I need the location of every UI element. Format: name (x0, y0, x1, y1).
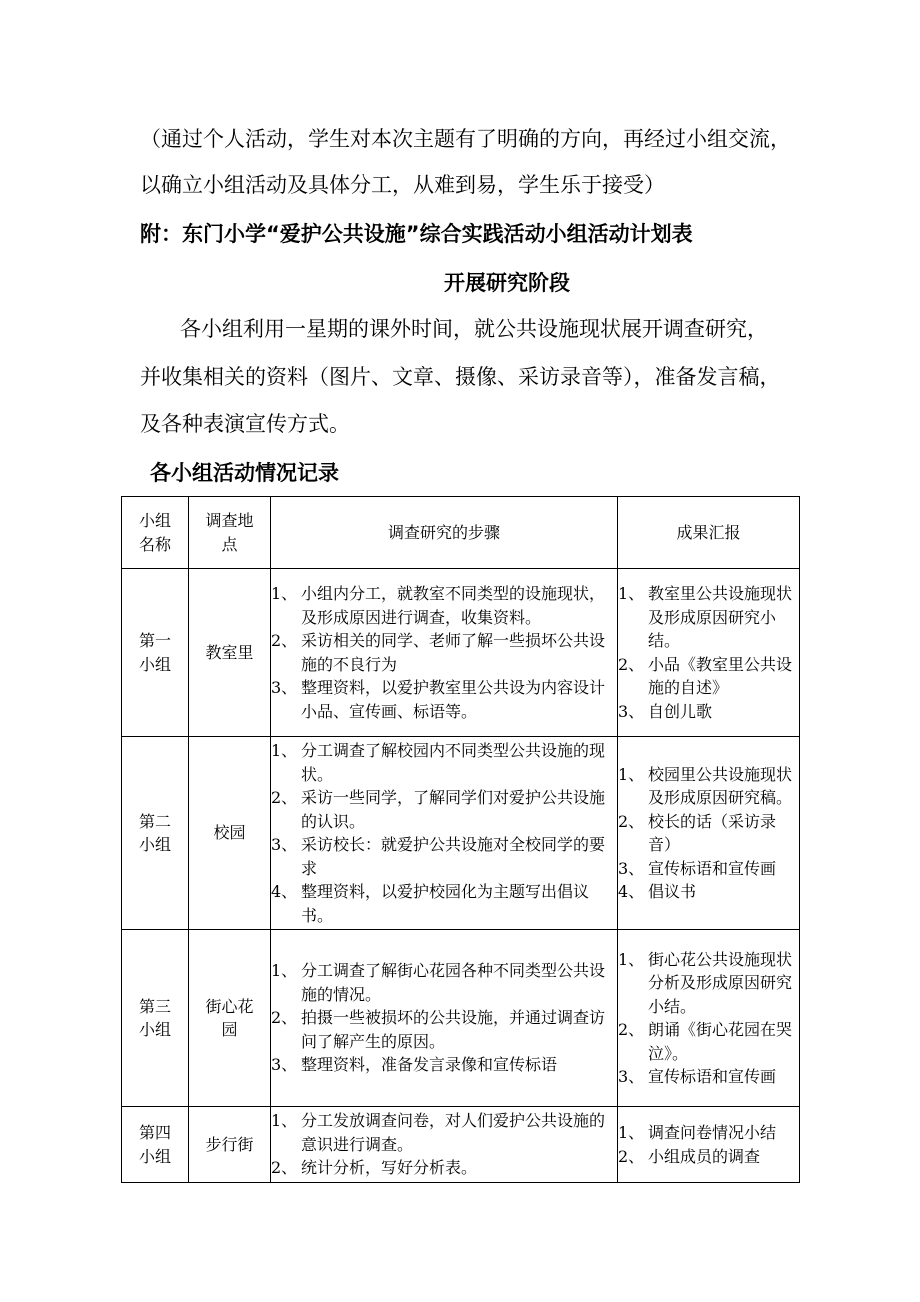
step-item: 1、 分工调查了解街心花园各种不同类型公共设施的情况。 (271, 961, 606, 1004)
result-item: 3、 宣传标语和宣传画 (618, 858, 777, 878)
stage-para-line-2: 并收集相关的资料（图片、文章、摄像、采访录音等），准备发言稿， (140, 365, 781, 389)
result-item: 2、 校长的话（采访录音） (618, 811, 777, 854)
place-cell: 校园 (189, 737, 271, 930)
table-header-row (122, 497, 800, 569)
result-item: 2、 小组成员的调查 (618, 1146, 761, 1166)
result-item: 1、 调查问卷情况小结 (618, 1123, 777, 1142)
result-item: 1、 校园里公共设施现状及形成原因研究稿。 (618, 764, 793, 807)
results-cell (618, 737, 800, 930)
results-cell (618, 1107, 800, 1183)
result-item: 2、 朗诵《街心花园在哭泣》。 (618, 1020, 793, 1063)
header-results: 成果汇报 (618, 497, 800, 569)
activity-record-table (121, 496, 800, 1183)
result-item: 2、 小品《教室里公共设施的自述》 (618, 654, 793, 697)
result-item: 4、 倡议书 (618, 882, 697, 901)
header-place: 调查地点 (189, 497, 271, 569)
stage-para-line-1: 各小组利用一星期的课外时间，就公共设施现状展开调查研究， (180, 317, 768, 341)
header-steps: 调查研究的步骤 (271, 497, 618, 569)
group-name-cell: 第四小组 (122, 1107, 189, 1183)
step-item: 3、 整理资料，准备发言录像和宣传标语 (271, 1055, 558, 1075)
stage-para-line-3: 及各种表演宣传方式。 (140, 412, 350, 436)
table-title: 各小组活动情况记录 (150, 461, 339, 485)
group-name-cell: 第三小组 (122, 930, 189, 1107)
stage-title: 开展研究阶段 (444, 271, 570, 295)
table-row (122, 737, 800, 930)
steps-cell (271, 930, 618, 1107)
results-cell (618, 569, 800, 737)
results-cell (618, 930, 800, 1107)
step-item: 2、 拍摄一些被损坏的公共设施，并通过调查访问了解产生的原因。 (271, 1008, 606, 1051)
result-item: 3、 宣传标语和宣传画 (618, 1067, 777, 1086)
place-cell: 教室里 (189, 569, 271, 737)
steps-cell (271, 569, 618, 737)
place-cell: 步行街 (189, 1107, 271, 1183)
place-cell: 街心花园 (189, 930, 271, 1107)
table-row (122, 569, 800, 737)
intro-line-1: （通过个人活动，学生对本次主题有了明确的方向，再经过小组交流， (140, 127, 791, 151)
result-item: 1、 街心花公共设施现状分析及形成原因研究小结。 (618, 949, 793, 1016)
step-item: 4、 整理资料，以爱护校园化为主题写出倡议书。 (271, 882, 590, 925)
table-row (122, 1107, 800, 1183)
steps-cell (271, 737, 618, 930)
intro-line-2: 以确立小组活动及具体分工，从难到易，学生乐于接受） (140, 173, 665, 197)
step-item: 1、 分工调查了解校园内不同类型公共设施的现状。 (271, 741, 606, 784)
group-name-cell: 第一小组 (122, 569, 189, 737)
step-item: 3、 采访校长：就爱护公共设施对全校同学的要求 (271, 835, 606, 878)
steps-cell (271, 1107, 618, 1183)
step-item: 1、 分工发放调查问卷，对人们爱护公共设施的意识进行调查。 (271, 1111, 606, 1154)
step-item: 2、 采访一些同学，了解同学们对爱护公共设施的认识。 (271, 788, 606, 831)
group-name-cell: 第二小组 (122, 737, 189, 930)
step-item: 1、 小组内分工，就教室不同类型的设施现状，及形成原因进行调查，收集资料。 (271, 584, 606, 627)
step-item: 2、 统计分析，写好分析表。 (271, 1158, 478, 1178)
appendix-title: 附：东门小学“爱护公共设施”综合实践活动小组活动计划表 (140, 222, 693, 246)
result-item: 3、 自创儿歌 (618, 701, 713, 721)
result-item: 1、 教室里公共设施现状及形成原因研究小结。 (618, 584, 793, 650)
step-item: 3、 整理资料，以爱护教室里公共设为内容设计小品、宣传画、标语等。 (271, 678, 606, 721)
header-group-name: 小组名称 (122, 497, 189, 569)
table-row (122, 930, 800, 1107)
step-item: 2、 采访相关的同学、老师了解一些损坏公共设施的不良行为 (271, 631, 606, 674)
